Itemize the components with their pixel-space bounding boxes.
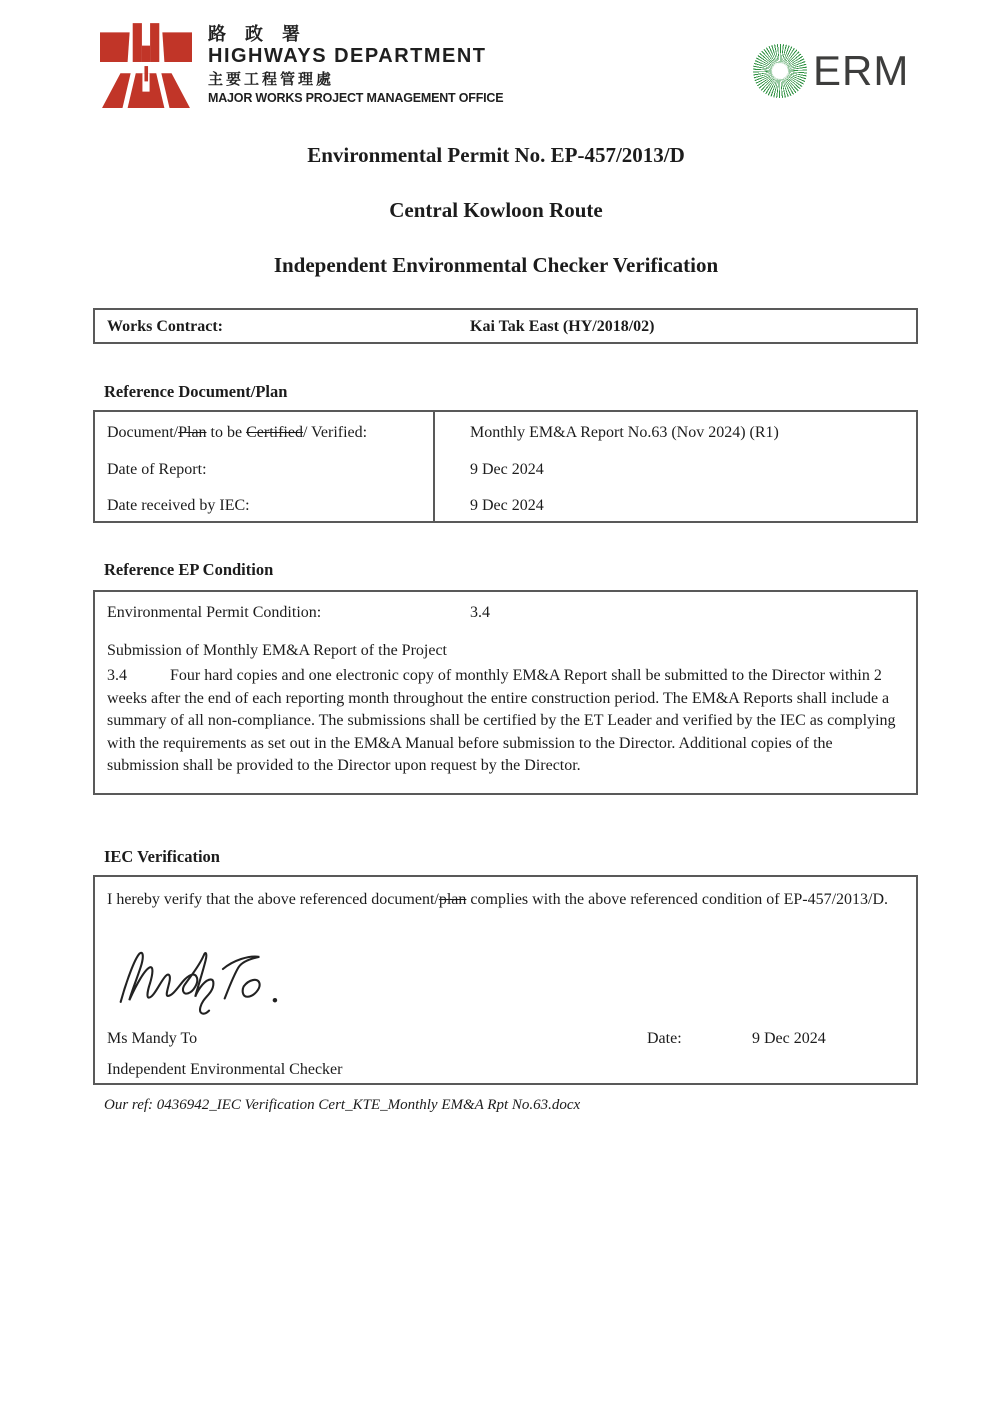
erm-wordmark: ERM [813, 47, 910, 94]
ep-condition-value: 3.4 [470, 604, 490, 621]
highways-department-header [100, 18, 503, 108]
reference-ep-condition-heading: Reference EP Condition [104, 560, 274, 579]
label-struck-certified: Certified [246, 424, 303, 441]
date-received-by-iec-value: 9 Dec 2024 [470, 497, 544, 514]
statement-struck-plan: plan [438, 891, 467, 908]
hyd-office-chinese: 主要工程管理處 [208, 71, 335, 88]
ep-condition-label: Environmental Permit Condition: [107, 604, 322, 621]
permit-number-title: Environmental Permit No. EP-457/2013/D [307, 143, 685, 167]
clause-text: Four hard copies and one electronic copy of monthly EM&A Report shall be submitted to the Director within 2 weeks after the end of each reporting month throughout the entire construction period. The EM&A Reports shall include a summary of all non-compliance. The submissions shall be certified by the ET Leader and verified by the IEC as complying with the requirements as set out in the EM&A Manual before submission to the Director. Additional copies of the submission shall be provided to the Director upon request by the Director. [107, 667, 896, 774]
iec-verification-statement [107, 889, 905, 912]
signatory-title: Independent Environmental Checker [107, 1061, 343, 1078]
hyd-office-english: MAJOR WORKS PROJECT MANAGEMENT OFFICE [208, 91, 504, 105]
label-struck-plan: Plan [178, 424, 207, 441]
date-received-by-iec-label: Date received by IEC: [107, 497, 250, 514]
reference-document-box [93, 410, 918, 523]
works-contract-label: Works Contract: [107, 318, 223, 335]
document-type-title: Independent Environmental Checker Verification [273, 253, 719, 277]
ep-condition-subheading: Submission of Monthly EM&A Report of the Project [107, 642, 447, 659]
works-contract-box [93, 308, 918, 344]
document-to-be-verified-label [107, 424, 367, 442]
table-row [95, 424, 916, 448]
signatory-name: Ms Mandy To [107, 1030, 198, 1047]
erm-starburst-icon [753, 44, 807, 98]
erm-logo [753, 44, 909, 98]
works-contract-value: Kai Tak East (HY/2018/02) [470, 318, 655, 335]
date-of-report-value: 9 Dec 2024 [470, 461, 544, 478]
ep-condition-box [93, 590, 918, 795]
hyd-name-chinese: 路 政 署 [208, 24, 308, 44]
signature-handwriting [107, 943, 377, 1021]
label-part: Document/ [107, 424, 179, 441]
table-row [95, 461, 916, 485]
iec-verification-box [93, 875, 918, 1085]
hyd-name-english: HIGHWAYS DEPARTMENT [208, 45, 487, 67]
statement-part: I hereby verify that the above referenced document/ [107, 891, 439, 908]
date-of-report-label: Date of Report: [107, 461, 207, 478]
statement-part: complies with the above referenced condition of EP-457/2013/D. [466, 891, 889, 908]
document-to-be-verified-value: Monthly EM&A Report No.63 (Nov 2024) (R1) [470, 424, 779, 441]
our-ref-footer: Our ref: 0436942_IEC Verification Cert_KTE_Monthly EM&A Rpt No.63.docx [104, 1097, 581, 1113]
iec-verification-heading: IEC Verification [104, 847, 220, 866]
reference-document-heading: Reference Document/Plan [104, 382, 288, 401]
table-row [95, 497, 916, 521]
label-part: to be [206, 424, 247, 441]
project-title: Central Kowloon Route [389, 198, 603, 222]
label-part: / Verified: [302, 424, 368, 441]
highways-department-titles [208, 18, 503, 106]
clause-number: 3.4 [107, 667, 127, 684]
date-label: Date: [647, 1030, 682, 1047]
ep-condition-clause [107, 665, 907, 778]
highways-department-logo-icon [100, 18, 192, 108]
date-value: 9 Dec 2024 [752, 1030, 826, 1047]
